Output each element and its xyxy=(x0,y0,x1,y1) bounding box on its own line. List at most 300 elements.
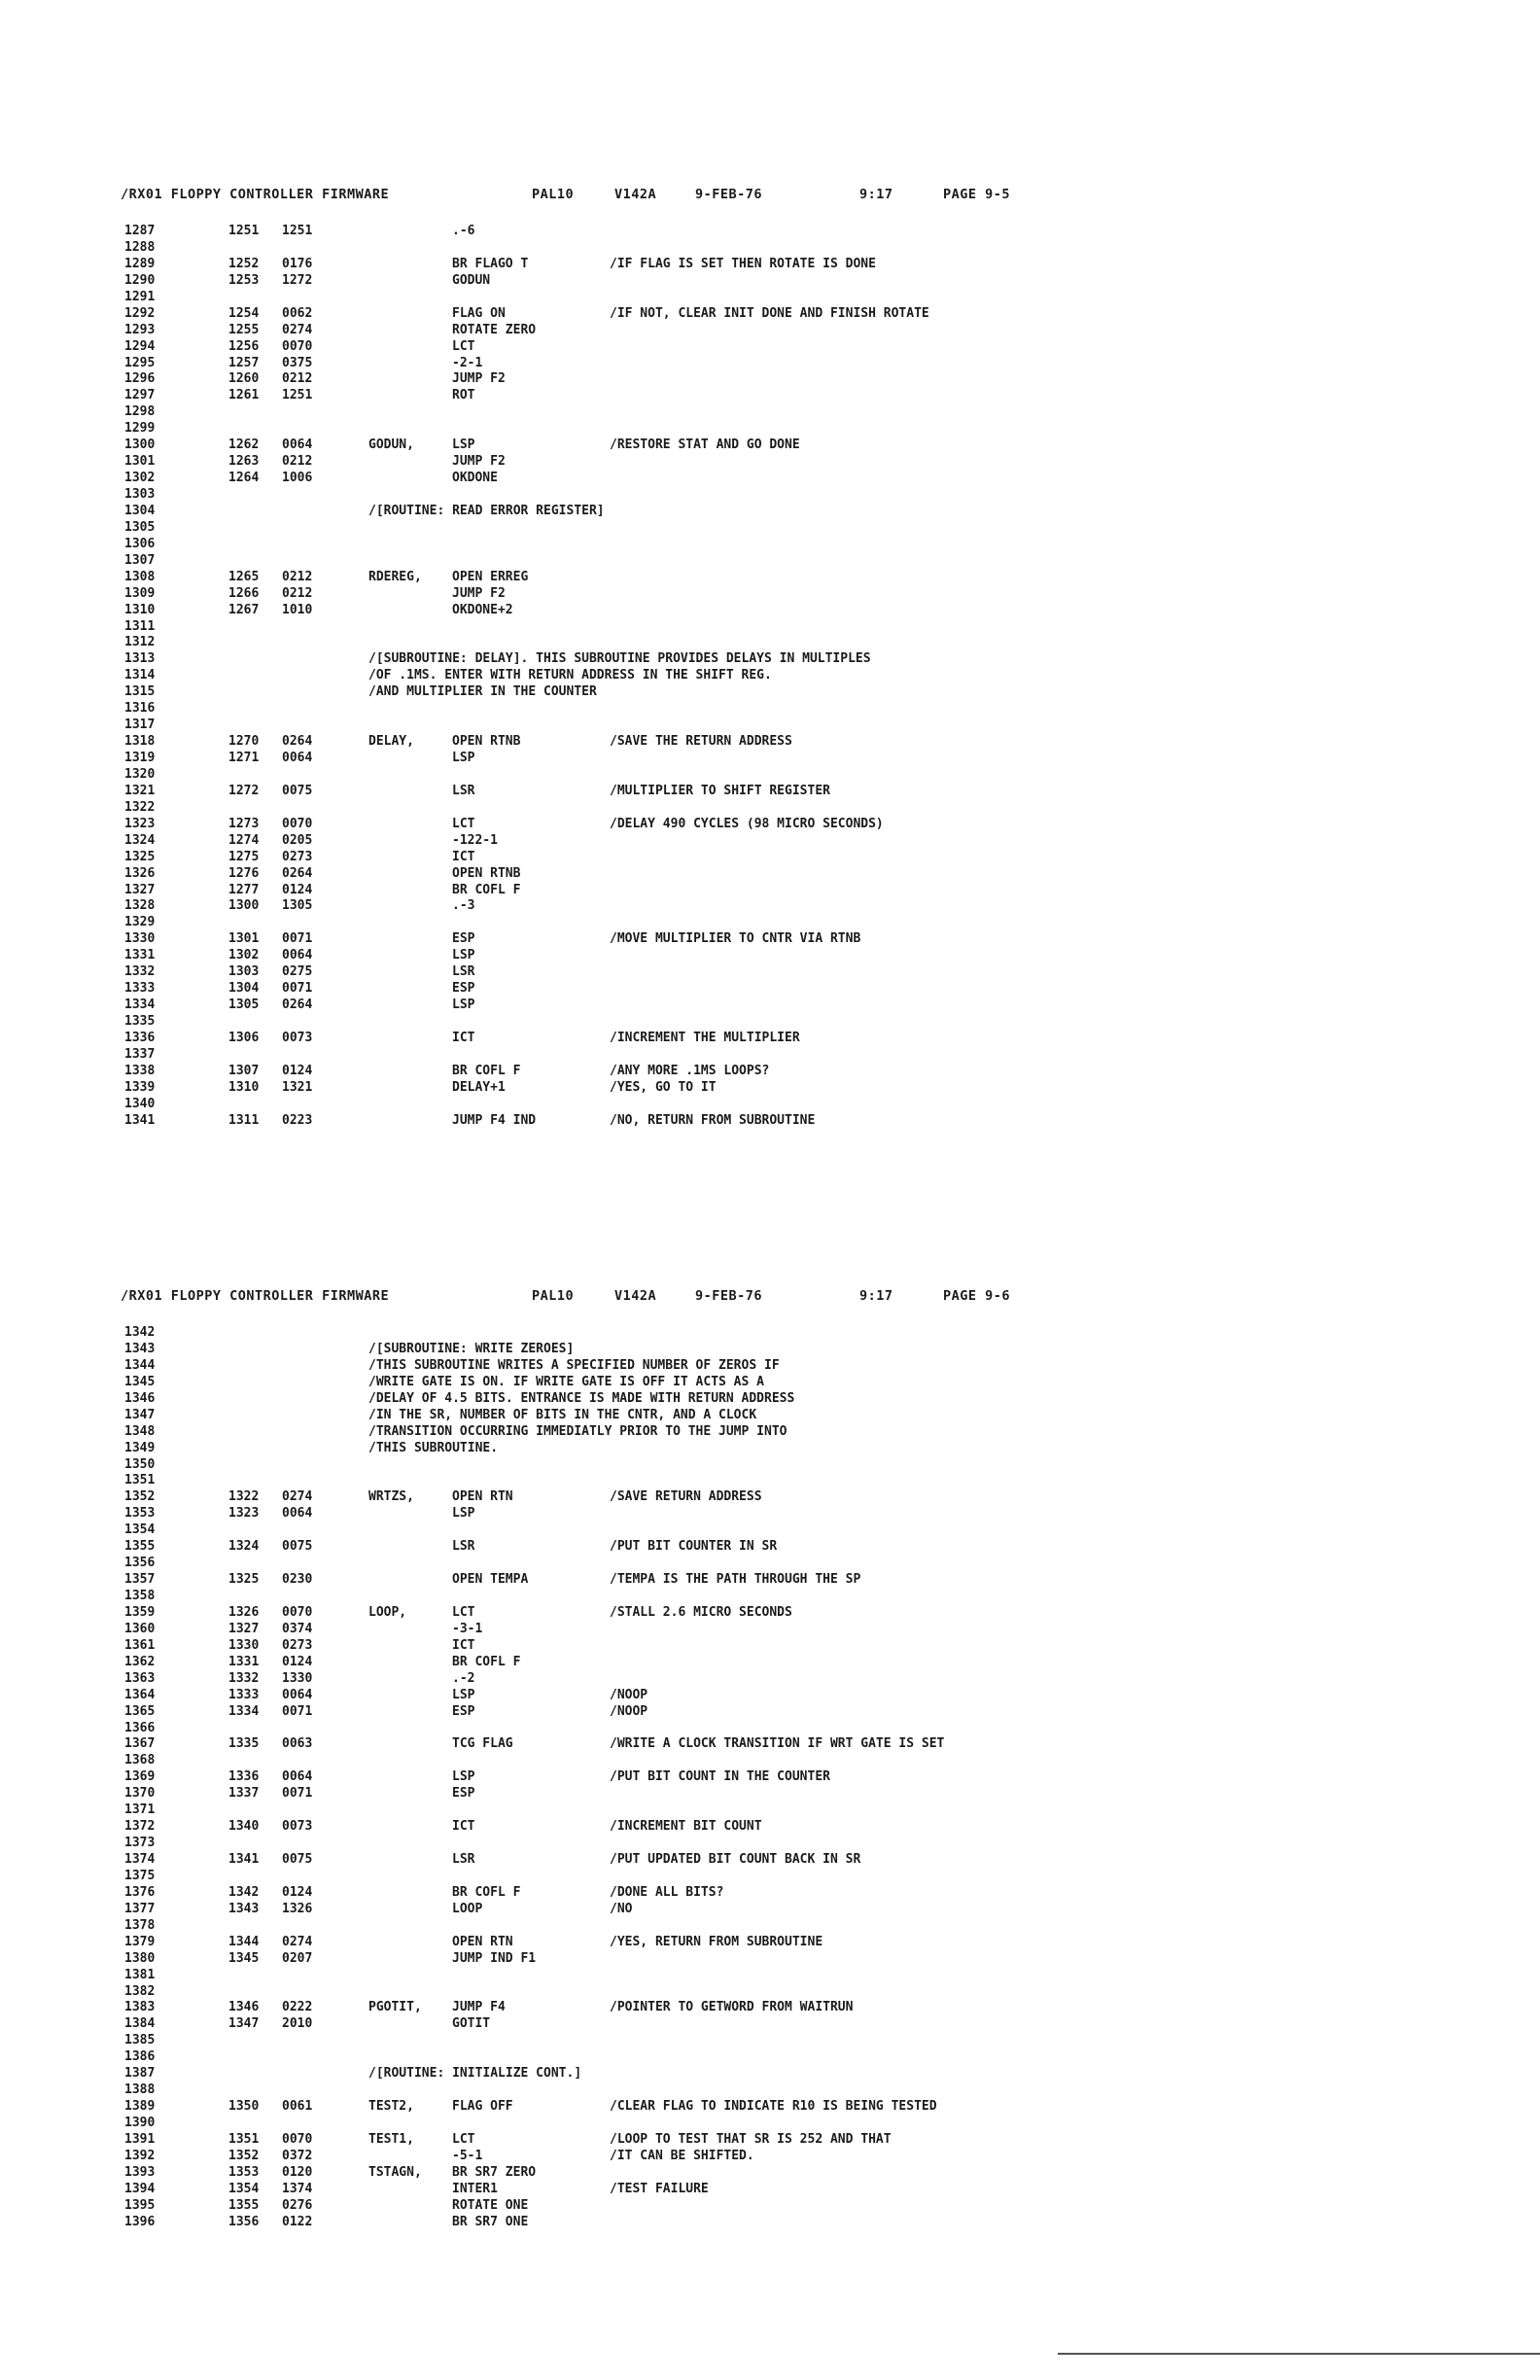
listing-line xyxy=(109,1869,1101,1885)
comment: /SAVE RETURN ADDRESS xyxy=(610,1489,762,1505)
listing-line xyxy=(109,2182,1101,2198)
header-version: V142A xyxy=(614,1288,657,1304)
listing-line xyxy=(109,1064,1101,1080)
line-number: 1339 xyxy=(124,1079,156,1095)
listing-line xyxy=(109,487,1101,504)
line-number: 1306 xyxy=(124,536,156,551)
comment: /YES, RETURN FROM SUBROUTINE xyxy=(610,1934,823,1949)
octal-code: 0064 xyxy=(282,1687,313,1702)
comment-block: /THIS SUBROUTINE WRITES A SPECIFIED NUMBER OF ZEROS IF xyxy=(368,1357,780,1373)
listing-line xyxy=(109,356,1101,372)
line-number: 1349 xyxy=(124,1440,156,1455)
instruction: OPEN RTN xyxy=(452,1934,513,1949)
line-number: 1290 xyxy=(124,272,156,288)
address: 1353 xyxy=(228,2164,260,2180)
address: 1303 xyxy=(228,964,260,980)
listing-line xyxy=(109,1080,1101,1097)
instruction: BR COFL F xyxy=(452,1884,521,1900)
listing-line xyxy=(109,371,1101,388)
instruction: JUMP F4 IND xyxy=(452,1112,537,1128)
octal-code: 1272 xyxy=(282,272,313,288)
listing-line xyxy=(109,1951,1101,1968)
octal-code: 0205 xyxy=(282,832,313,848)
instruction: OPEN RTNB xyxy=(452,734,521,750)
line-number: 1293 xyxy=(124,322,156,337)
line-number: 1394 xyxy=(124,2181,156,2196)
listing-line xyxy=(109,1688,1101,1704)
instruction: BR COFL F xyxy=(452,1063,521,1078)
octal-code: 0375 xyxy=(282,355,313,370)
comment-block: /[ROUTINE: INITIALIZE CONT.] xyxy=(368,2066,582,2082)
line-number: 1325 xyxy=(124,849,156,864)
address: 1311 xyxy=(228,1112,260,1128)
instruction: OKDONE+2 xyxy=(452,602,513,617)
listing-line xyxy=(109,866,1101,883)
line-number: 1287 xyxy=(124,224,156,238)
instruction: ESP xyxy=(452,1703,475,1719)
listing-line xyxy=(109,850,1101,866)
instruction: LCT xyxy=(452,1604,475,1620)
page-header xyxy=(109,1288,1101,1315)
instruction: ICT xyxy=(452,1030,475,1045)
octal-code: 0223 xyxy=(282,1112,313,1128)
label: TSTAGN, xyxy=(368,2164,422,2180)
line-number: 1297 xyxy=(124,388,156,403)
line-number: 1305 xyxy=(124,519,156,535)
instruction: INTER1 xyxy=(452,2181,498,2196)
line-number: 1292 xyxy=(124,305,156,321)
octal-code: 0071 xyxy=(282,1703,313,1719)
comment: /PUT UPDATED BIT COUNT BACK IN SR xyxy=(610,1852,861,1867)
instruction: OPEN TEMPA xyxy=(452,1572,529,1588)
octal-code: 0176 xyxy=(282,256,313,271)
instruction: LSP xyxy=(452,751,475,765)
listing-line xyxy=(109,603,1101,619)
comment-block: /AND MULTIPLIER IN THE COUNTER xyxy=(368,684,597,700)
octal-code: 0120 xyxy=(282,2164,313,2180)
header-title: /RX01 FLOPPY CONTROLLER FIRMWARE xyxy=(121,187,390,202)
listing-page-9-5 xyxy=(109,187,1101,1130)
listing-line xyxy=(109,1047,1101,1064)
line-number: 1303 xyxy=(124,487,156,502)
listing-line xyxy=(109,784,1101,800)
line-number: 1356 xyxy=(124,1556,156,1571)
octal-code: 0063 xyxy=(282,1736,313,1752)
line-number: 1366 xyxy=(124,1720,156,1735)
line-number: 1393 xyxy=(124,2164,156,2180)
line-number: 1326 xyxy=(124,865,156,881)
instruction: BR COFL F xyxy=(452,1654,521,1669)
comment: /TEMPA IS THE PATH THROUGH THE SP xyxy=(610,1572,861,1588)
instruction: JUMP F2 xyxy=(452,585,506,601)
address: 1347 xyxy=(228,2016,260,2032)
address: 1335 xyxy=(228,1736,260,1752)
listing-line xyxy=(109,619,1101,636)
header-module: PAL10 xyxy=(532,1288,575,1304)
address: 1334 xyxy=(228,1703,260,1719)
instruction: JUMP F4 xyxy=(452,2000,506,2015)
line-number: 1372 xyxy=(124,1819,156,1835)
line-number: 1342 xyxy=(124,1325,156,1340)
address: 1343 xyxy=(228,1901,260,1916)
octal-code: 0073 xyxy=(282,1819,313,1835)
header-date: 9-FEB-76 xyxy=(695,1288,763,1304)
address: 1322 xyxy=(228,1489,260,1505)
instruction: DELAY+1 xyxy=(452,1079,506,1095)
comment-block: /WRITE GATE IS ON. IF WRITE GATE IS OFF IT ACTS AS A xyxy=(368,1374,764,1389)
listing-page-9-6 xyxy=(109,1288,1101,2231)
listing-line xyxy=(109,1802,1101,1819)
octal-code: 0374 xyxy=(282,1621,313,1636)
line-number: 1317 xyxy=(124,718,156,733)
address: 1277 xyxy=(228,882,260,897)
comment: /MOVE MULTIPLIER TO CNTR VIA RTNB xyxy=(610,931,861,947)
listing-line xyxy=(109,257,1101,273)
listing-line xyxy=(109,998,1101,1014)
line-number: 1344 xyxy=(124,1357,156,1373)
address: 1275 xyxy=(228,849,260,864)
instruction: LSP xyxy=(452,948,475,963)
instruction: LSR xyxy=(452,964,475,980)
label: LOOP, xyxy=(368,1604,407,1620)
line-number: 1288 xyxy=(124,239,156,255)
listing-line xyxy=(109,323,1101,339)
line-number: 1333 xyxy=(124,981,156,997)
address: 1266 xyxy=(228,585,260,601)
comment: /INCREMENT BIT COUNT xyxy=(610,1819,762,1835)
line-number: 1395 xyxy=(124,2197,156,2213)
octal-code: 0064 xyxy=(282,438,313,453)
instruction: ESP xyxy=(452,981,475,997)
octal-code: 0064 xyxy=(282,1769,313,1785)
octal-code: 0264 xyxy=(282,998,313,1013)
line-number: 1365 xyxy=(124,1703,156,1719)
address: 1356 xyxy=(228,2214,260,2229)
octal-code: 0124 xyxy=(282,1063,313,1078)
listing-line xyxy=(109,981,1101,998)
header-time: 9:17 xyxy=(859,187,893,202)
line-number: 1307 xyxy=(124,552,156,568)
listing-line xyxy=(109,1506,1101,1522)
label: TEST2, xyxy=(368,2099,414,2115)
label: TEST1, xyxy=(368,2131,414,2147)
address: 1273 xyxy=(228,816,260,831)
listing-line xyxy=(109,898,1101,915)
line-number: 1362 xyxy=(124,1654,156,1669)
header-title: /RX01 FLOPPY CONTROLLER FIRMWARE xyxy=(121,1288,390,1304)
address: 1333 xyxy=(228,1687,260,1702)
listing-line xyxy=(109,1522,1101,1539)
address: 1324 xyxy=(228,1539,260,1555)
listing-line xyxy=(109,1655,1101,1671)
listing-line xyxy=(109,2066,1101,2082)
listing-line xyxy=(109,1671,1101,1688)
listing-line xyxy=(109,339,1101,356)
line-number: 1388 xyxy=(124,2082,156,2098)
address: 1337 xyxy=(228,1786,260,1802)
address: 1264 xyxy=(228,471,260,486)
octal-code: 0062 xyxy=(282,305,313,321)
listing-line xyxy=(109,1457,1101,1474)
line-number: 1377 xyxy=(124,1901,156,1916)
listing-line xyxy=(109,1721,1101,1737)
line-number: 1343 xyxy=(124,1341,156,1356)
line-number: 1295 xyxy=(124,355,156,370)
line-number: 1364 xyxy=(124,1687,156,1702)
octal-code: 1251 xyxy=(282,388,313,403)
line-number: 1316 xyxy=(124,701,156,717)
comment: /INCREMENT THE MULTIPLIER xyxy=(610,1030,800,1045)
line-number: 1310 xyxy=(124,602,156,617)
instruction: OKDONE xyxy=(452,471,498,486)
line-number: 1351 xyxy=(124,1473,156,1488)
listing-line xyxy=(109,1622,1101,1638)
line-number: 1296 xyxy=(124,371,156,387)
instruction: GOTIT xyxy=(452,2016,491,2032)
bottom-rule xyxy=(1058,2353,1540,2355)
address: 1331 xyxy=(228,1654,260,1669)
instruction: .-6 xyxy=(452,224,475,238)
instruction: .-2 xyxy=(452,1670,475,1686)
listing-line xyxy=(109,438,1101,454)
listing-line xyxy=(109,586,1101,603)
listing-line xyxy=(109,668,1101,684)
header-date: 9-FEB-76 xyxy=(695,187,763,202)
listing-line xyxy=(109,1753,1101,1769)
address: 1274 xyxy=(228,832,260,848)
comment-block: /[SUBROUTINE: DELAY]. THIS SUBROUTINE PROVIDES DELAYS IN MULTIPLES xyxy=(368,651,871,667)
listing-line xyxy=(109,224,1101,240)
address: 1265 xyxy=(228,569,260,584)
octal-code: 0222 xyxy=(282,2000,313,2015)
listing-line xyxy=(109,290,1101,306)
octal-code: 0372 xyxy=(282,2148,313,2163)
line-number: 1327 xyxy=(124,882,156,897)
listing-line xyxy=(109,1589,1101,1605)
instruction: OPEN RTNB xyxy=(452,865,521,881)
listing-line xyxy=(109,1031,1101,1047)
line-number: 1321 xyxy=(124,783,156,798)
line-number: 1390 xyxy=(124,2116,156,2130)
address: 1262 xyxy=(228,438,260,453)
address: 1332 xyxy=(228,1670,260,1686)
address: 1254 xyxy=(228,305,260,321)
line-number: 1358 xyxy=(124,1589,156,1603)
instruction: ICT xyxy=(452,849,475,864)
line-number: 1304 xyxy=(124,503,156,518)
octal-code: 0275 xyxy=(282,964,313,980)
line-number: 1396 xyxy=(124,2214,156,2229)
octal-code: 0207 xyxy=(282,1950,313,1966)
listing-line xyxy=(109,404,1101,421)
line-number: 1347 xyxy=(124,1407,156,1422)
octal-code: 0064 xyxy=(282,751,313,765)
octal-code: 0274 xyxy=(282,322,313,337)
address: 1276 xyxy=(228,865,260,881)
line-number: 1337 xyxy=(124,1046,156,1062)
listing-line xyxy=(109,1556,1101,1572)
instruction: JUMP IND F1 xyxy=(452,1950,537,1966)
line-number: 1354 xyxy=(124,1522,156,1538)
listing-line xyxy=(109,701,1101,718)
line-number: 1387 xyxy=(124,2066,156,2082)
line-number: 1308 xyxy=(124,569,156,584)
line-number: 1385 xyxy=(124,2033,156,2048)
line-number: 1320 xyxy=(124,766,156,782)
comment: /YES, GO TO IT xyxy=(610,1079,717,1095)
line-number: 1361 xyxy=(124,1637,156,1653)
line-number: 1318 xyxy=(124,734,156,750)
line-number: 1392 xyxy=(124,2148,156,2163)
octal-code: 0122 xyxy=(282,2214,313,2229)
address: 1346 xyxy=(228,2000,260,2015)
octal-code: 1010 xyxy=(282,602,313,617)
octal-code: 1006 xyxy=(282,471,313,486)
page-header xyxy=(109,187,1101,214)
octal-code: 0274 xyxy=(282,1934,313,1949)
instruction: LOOP xyxy=(452,1901,483,1916)
instruction: ROTATE ZERO xyxy=(452,322,537,337)
listing-line xyxy=(109,2016,1101,2033)
address: 1355 xyxy=(228,2197,260,2213)
octal-code: 0274 xyxy=(282,1489,313,1505)
octal-code: 0273 xyxy=(282,849,313,864)
listing-line xyxy=(109,915,1101,931)
listing-line xyxy=(109,1819,1101,1836)
listing-line xyxy=(109,883,1101,899)
octal-code: 0212 xyxy=(282,454,313,470)
listing-lines xyxy=(109,1325,1101,2231)
octal-code: 0075 xyxy=(282,1539,313,1555)
header-page-number: PAGE 9-6 xyxy=(943,1288,1011,1304)
comment: /PUT BIT COUNTER IN SR xyxy=(610,1539,778,1555)
instruction: FLAG ON xyxy=(452,305,506,321)
line-number: 1378 xyxy=(124,1917,156,1933)
listing-line xyxy=(109,1786,1101,1802)
line-number: 1331 xyxy=(124,948,156,963)
line-number: 1381 xyxy=(124,1967,156,1982)
line-number: 1355 xyxy=(124,1539,156,1555)
instruction: -2-1 xyxy=(452,355,483,370)
line-number: 1300 xyxy=(124,438,156,453)
comment: /NO xyxy=(610,1901,633,1916)
listing-line xyxy=(109,718,1101,734)
line-number: 1324 xyxy=(124,832,156,848)
instruction: JUMP F2 xyxy=(452,371,506,387)
line-number: 1341 xyxy=(124,1112,156,1128)
address: 1336 xyxy=(228,1769,260,1785)
line-number: 1334 xyxy=(124,998,156,1013)
line-number: 1291 xyxy=(124,289,156,304)
listing-line xyxy=(109,1489,1101,1506)
listing-line xyxy=(109,1113,1101,1130)
instruction: ROTATE ONE xyxy=(452,2197,529,2213)
line-number: 1302 xyxy=(124,471,156,486)
label: WRTZS, xyxy=(368,1489,414,1505)
listing-line xyxy=(109,273,1101,290)
address: 1253 xyxy=(228,272,260,288)
address: 1327 xyxy=(228,1621,260,1636)
comment-block: /THIS SUBROUTINE. xyxy=(368,1440,499,1455)
listing-line xyxy=(109,1014,1101,1031)
address: 1255 xyxy=(228,322,260,337)
line-number: 1373 xyxy=(124,1836,156,1851)
address: 1271 xyxy=(228,751,260,765)
listing-line xyxy=(109,734,1101,751)
address: 1270 xyxy=(228,734,260,750)
instruction: -3-1 xyxy=(452,1621,483,1636)
listing-line xyxy=(109,1441,1101,1457)
address: 1340 xyxy=(228,1819,260,1835)
label: DELAY, xyxy=(368,734,414,750)
line-number: 1301 xyxy=(124,454,156,470)
listing-line xyxy=(109,421,1101,438)
listing-line xyxy=(109,751,1101,767)
listing-line xyxy=(109,1408,1101,1424)
line-number: 1382 xyxy=(124,1983,156,1999)
listing-line xyxy=(109,767,1101,784)
line-number: 1363 xyxy=(124,1670,156,1686)
address: 1354 xyxy=(228,2181,260,2196)
listing-line xyxy=(109,1968,1101,1984)
comment: /IF NOT, CLEAR INIT DONE AND FINISH ROTATE xyxy=(610,305,929,321)
line-number: 1353 xyxy=(124,1506,156,1522)
listing-line xyxy=(109,471,1101,487)
listing-line xyxy=(109,948,1101,964)
instruction: LSP xyxy=(452,438,475,453)
comment: /SAVE THE RETURN ADDRESS xyxy=(610,734,792,750)
octal-code: 0071 xyxy=(282,1786,313,1802)
listing-line xyxy=(109,1885,1101,1902)
line-number: 1311 xyxy=(124,618,156,634)
listing-line xyxy=(109,931,1101,948)
comment: /IT CAN BE SHIFTED. xyxy=(610,2148,754,2163)
instruction: LSR xyxy=(452,783,475,798)
instruction: TCG FLAG xyxy=(452,1736,513,1752)
listing-line xyxy=(109,1605,1101,1622)
listing-line xyxy=(109,2165,1101,2182)
listing-line xyxy=(109,964,1101,981)
line-number: 1357 xyxy=(124,1572,156,1588)
line-number: 1336 xyxy=(124,1030,156,1045)
instruction: LCT xyxy=(452,338,475,354)
address: 1310 xyxy=(228,1079,260,1095)
line-number: 1340 xyxy=(124,1096,156,1111)
address: 1345 xyxy=(228,1950,260,1966)
line-number: 1383 xyxy=(124,2000,156,2015)
address: 1351 xyxy=(228,2131,260,2147)
label: GODUN, xyxy=(368,438,414,453)
listing-line xyxy=(109,1342,1101,1358)
octal-code: 0212 xyxy=(282,585,313,601)
listing-line xyxy=(109,306,1101,323)
address: 1252 xyxy=(228,256,260,271)
listing-line xyxy=(109,1539,1101,1556)
listing-line xyxy=(109,504,1101,520)
octal-code: 0075 xyxy=(282,783,313,798)
octal-code: 0230 xyxy=(282,1572,313,1588)
instruction: ROT xyxy=(452,388,475,403)
instruction: -122-1 xyxy=(452,832,498,848)
address: 1263 xyxy=(228,454,260,470)
line-number: 1330 xyxy=(124,931,156,947)
line-number: 1323 xyxy=(124,816,156,831)
address: 1251 xyxy=(228,224,260,238)
address: 1326 xyxy=(228,1604,260,1620)
instruction: ICT xyxy=(452,1819,475,1835)
address: 1301 xyxy=(228,931,260,947)
line-number: 1350 xyxy=(124,1456,156,1472)
